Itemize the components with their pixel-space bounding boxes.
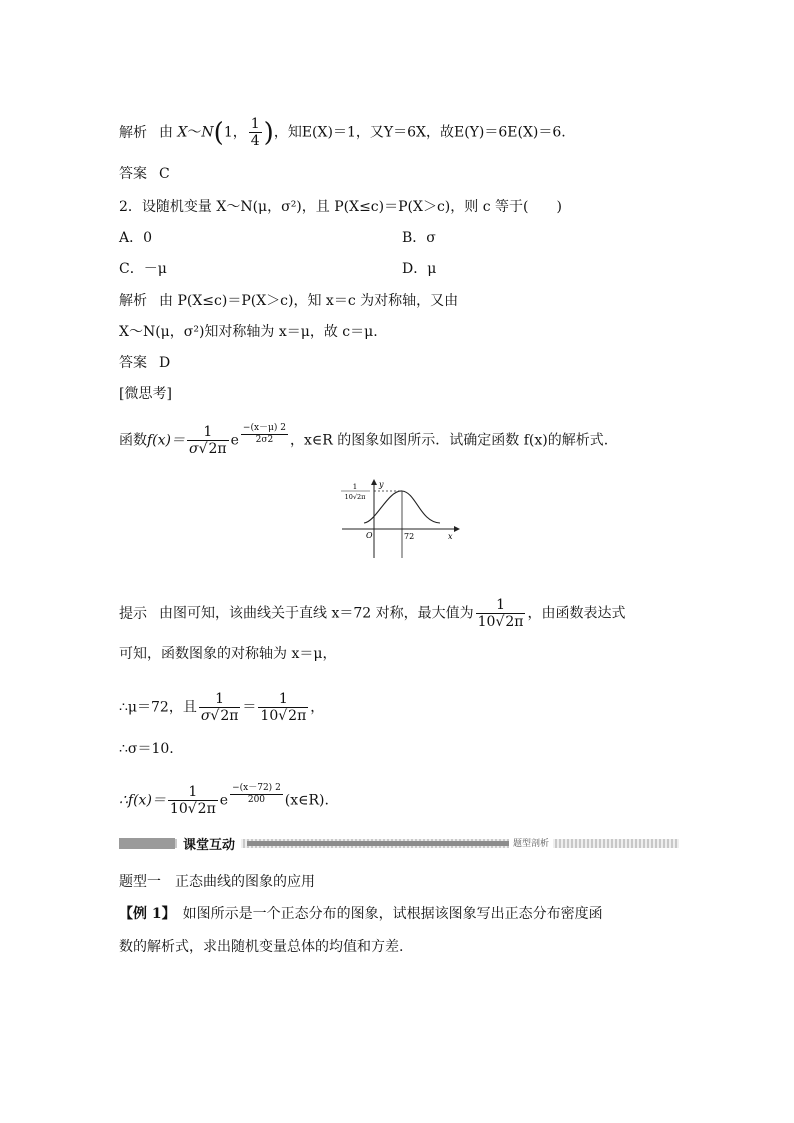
example-1-line-2: 数的解析式，求出随机变量总体的均值和方差. [119,939,404,955]
hint-label: 提示 [119,605,147,622]
type-1-title: 题型一 正态曲线的图象的应用 [119,874,315,890]
hint-line-1 [119,597,625,630]
y-axis-label: y [379,480,384,489]
answer-value: D [159,355,171,371]
section-header-bar [119,836,679,853]
solution-text: 由 [159,124,173,141]
sigma-symbol: σ [200,708,211,724]
micro-think-formula [119,424,608,457]
origin-label: O [366,531,373,540]
frac-den-coef: 10 [169,801,188,817]
open-paren: ( [213,117,224,148]
option-c: C．－μ [119,261,167,277]
frac-den: 10√2π [477,614,524,630]
solution-2-line-2: X～N(μ，σ²)知对称轴为 x＝μ，故 c＝μ. [119,324,378,340]
x-axis-label: x [448,532,453,541]
exp-den: 2σ2 [255,435,274,445]
normal-curve-figure [336,478,460,560]
var-x: X [177,124,188,141]
solution-text: Y＝6X，故 [383,124,454,141]
formula-text: ，x∈R 的图象如图所示．试确定函数 f(x)的解析式. [290,432,609,449]
micro-think-title: [微思考] [119,386,172,402]
exp-sup: 2 [280,423,287,433]
exp-base: e [219,792,229,809]
y-axis-arrow [371,479,377,485]
bar-mid-block [247,841,509,846]
exp-base: e [230,432,239,449]
exponent-fraction [241,423,288,446]
x-axis-arrow [454,526,460,532]
option-d: D．μ [402,261,437,277]
var-n: N [201,124,214,141]
formula-fx: f(x)＝ [147,432,186,449]
hint-line-3 [119,691,324,724]
question-2-stem: 2．设随机变量 X～N(μ，σ²)，且 P(X≤c)＝P(X＞c)，则 c 等于( ) [119,199,562,215]
fraction [199,691,241,724]
example-text: 如图所示是一个正态分布的图象，试根据该图象写出正态分布密度函 [182,906,603,922]
fraction-quarter [249,116,262,149]
fraction [476,597,526,630]
section-title: 课堂互动 [177,834,241,853]
solution-text: ，知 [273,124,302,141]
tilde: ～ [187,124,202,141]
fraction [258,691,308,724]
solution-text: 1， [223,124,247,141]
frac-den: σ√2π [189,441,227,457]
solution-text: E(Y)＝6E(X)＝6. [453,124,566,141]
exp-num-text: (x－μ) [250,423,278,433]
answer-2 [119,354,170,372]
peak-y-den: 10√2π [344,493,366,501]
exp-sup: 2 [275,783,281,793]
peak-x-tick-label: 72 [404,532,415,541]
section-tag: 题型剖析 [509,836,553,849]
answer-value: C [159,166,170,182]
frac-num: 1 [199,691,241,708]
exp-den: 200 [247,795,266,805]
solution-text: 由 P(X≤c)＝P(X＞c)，知 x＝c 为对称轴，又由 [159,293,459,309]
sqrt-content: 2π [197,801,216,817]
frac-den: σ√2π [200,708,239,724]
frac-den: 10√2π [169,801,216,817]
fraction [168,784,218,817]
frac-num: 1 [168,784,218,801]
frac-num: 1 [258,691,308,708]
hint-text: 由图可知，该曲线关于直线 x＝72 对称，最大值为 [159,605,474,622]
sqrt-content: 2π [288,708,307,724]
peak-y-num: 1 [352,483,358,491]
formula-text: 函数 [119,432,147,449]
example-label: 【例 1】 [119,906,169,922]
equals: ＝ [242,699,257,716]
answer-label: 答案 [119,355,147,371]
frac-den: 10√2π [260,708,307,724]
frac-den-coef: 10 [477,614,496,630]
frac-den-coef: 10 [260,708,279,724]
frac-num: 1 [187,424,229,441]
hint-text: ∴μ＝72，且 [119,699,197,716]
exp-num-text: (x－72) [239,783,273,793]
frac-num: 1 [476,597,526,614]
exp-num: −(x－72) 2 [232,783,281,793]
solution-2-line-1 [119,292,458,310]
exp-num: −(x－μ) 2 [242,423,287,433]
option-a: A．0 [119,230,153,246]
exponent-fraction [230,783,283,806]
solution-label: 解析 [119,293,147,309]
hint-text: ， [310,699,325,716]
answer-1 [119,165,170,183]
close-paren: ) [263,117,274,148]
sqrt-content: 2π [505,614,524,630]
bar-dark-block [119,838,175,849]
solution-text: E(X)＝1，又 [301,124,384,141]
solution-1 [119,116,566,149]
hint-line-4: ∴σ＝10. [119,741,174,757]
sqrt-content: 2π [220,708,239,724]
formula-text: (x∈R). [284,792,329,809]
sigma-symbol: σ [189,441,199,457]
frac-den: 4 [250,133,260,149]
hint-text: ，由函数表达式 [527,605,626,622]
fraction [187,424,229,457]
frac-num: 1 [250,116,260,132]
hint-line-5 [119,784,329,817]
option-b: B．σ [402,230,436,246]
hint-line-2: 可知，函数图象的对称轴为 x＝μ， [119,646,337,662]
answer-label: 答案 [119,166,147,182]
sqrt-content: 2π [208,441,227,457]
solution-label: 解析 [119,124,147,141]
formula-fx: ∴f(x)＝ [119,792,166,809]
example-1-line-1 [119,905,603,923]
